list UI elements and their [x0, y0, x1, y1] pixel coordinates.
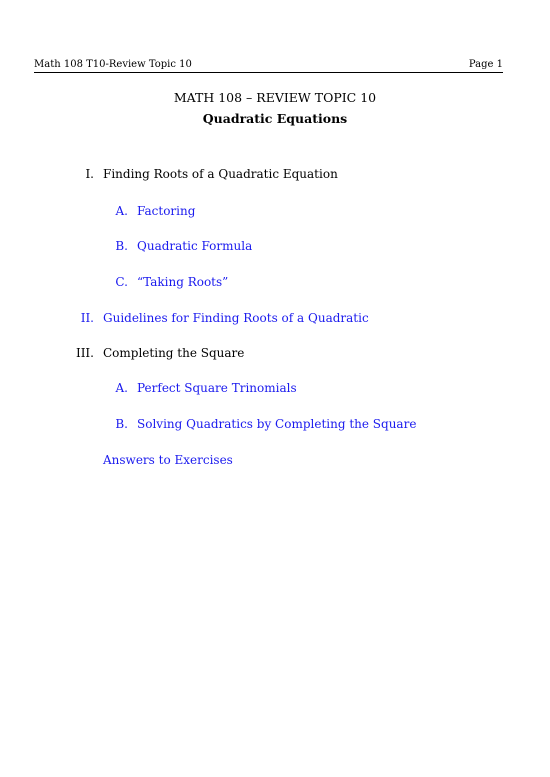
toc-section-1 [85, 167, 338, 181]
document-title: MATH 108 – REVIEW TOPIC 10 [173, 90, 377, 105]
toc-link-quadratic-formula[interactable] [115, 239, 253, 253]
toc-section-1-label: Finding Roots of a Quadratic Equation [103, 167, 338, 181]
toc-section-3 [75, 346, 245, 360]
toc-link-perfect-square-number: A. [115, 381, 128, 395]
toc-section-3-number: III. [75, 346, 94, 360]
toc-link-factoring-number: A. [115, 204, 128, 218]
toc-link-guidelines[interactable] [80, 311, 369, 325]
toc-section-3-label: Completing the Square [103, 346, 245, 360]
toc-link-taking-roots-number: C. [115, 275, 128, 289]
toc-link-factoring[interactable] [115, 204, 196, 218]
toc-link-perfect-square[interactable] [115, 381, 297, 395]
toc-link-quadratic-formula-label: Quadratic Formula [137, 239, 253, 253]
header-course-title: Math 108 T10-Review Topic 10 [34, 59, 192, 70]
toc-link-factoring-label: Factoring [137, 204, 196, 218]
toc-link-answers-label: Answers to Exercises [103, 453, 233, 467]
toc-section-1-number: I. [85, 167, 94, 181]
toc-link-completing-square-number: B. [115, 417, 128, 431]
toc-link-perfect-square-label: Perfect Square Trinomials [137, 381, 297, 395]
toc-link-quadratic-formula-number: B. [115, 239, 128, 253]
page-header [34, 56, 503, 73]
toc-link-guidelines-number: II. [80, 311, 94, 325]
toc-link-answers[interactable] [103, 453, 233, 467]
header-page-number: Page 1 [468, 59, 503, 70]
toc-link-taking-roots[interactable] [115, 275, 229, 289]
toc-link-taking-roots-label: “Taking Roots” [137, 275, 229, 289]
toc-link-completing-square[interactable] [115, 417, 417, 431]
document-subtitle: Quadratic Equations [202, 111, 348, 126]
toc-link-guidelines-label: Guidelines for Finding Roots of a Quadratic [103, 311, 369, 325]
toc-link-completing-square-label: Solving Quadratics by Completing the Square [137, 417, 417, 431]
